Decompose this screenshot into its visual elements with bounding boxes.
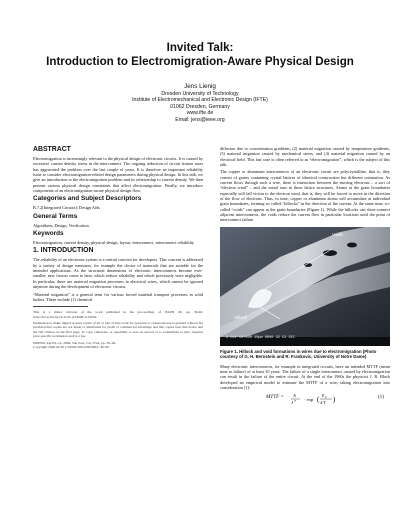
figure-1-caption: Figure 1. Hillock and void formations in wires due to electromigration (Photo courtesy of G. H. Bernstein and R. Frankovic, University of Notre Dame)	[220, 348, 377, 360]
introduction-heading: 1. INTRODUCTION	[33, 247, 94, 255]
svg-text:· exp: · exp	[304, 397, 314, 403]
equation-lhs: MTTF =	[266, 394, 285, 401]
footnote-rule	[33, 306, 88, 307]
author-website: www.ifte.de	[186, 110, 214, 117]
micrograph-drawing	[220, 227, 390, 346]
author-name: Jens Lienig	[184, 83, 216, 90]
author-block	[0, 83, 400, 123]
introduction-paragraph-2: “Material migration” is a general term for various forced material transport processes in solid bodies. These include (1) chemical	[33, 291, 203, 302]
categories-heading: Categories and Subject Descriptors	[33, 195, 142, 203]
black-equation	[220, 392, 390, 406]
keywords-text: Electromigration, current density, physical design, layout, interconnect, interconnect reliability	[33, 240, 195, 246]
equation-rhs	[290, 392, 350, 406]
footnote-permission: Permission to make digital or hard copies of all or part of this work for personal or classroom use is granted without fee provided that copies are not made or distributed for profit or commercial advantage and that copies bear this notice and the full citation on the first page. To copy otherwise, or republish, to post on servers or to redistribute to lists, requires prior specific permission and/or a fee.	[33, 321, 203, 339]
mttf-paragraph: Many electronic interconnects, for example in integrated circuits, have an intended MTTF (mean time to failure) of at least 10 years. The failure of a single interconnect caused by electromigration can result in the failure of the entire circuit. At the end of the 1960s the physicist J. R. Black developed an empirical model to estimate the MTTF of a wire, taking electromigration into consideration [1]:	[220, 363, 390, 390]
author-email: Email: jens@ieee.org	[175, 116, 225, 123]
svg-text:k·T: k·T	[320, 400, 326, 406]
equation-number: (1)	[377, 394, 384, 401]
author-affiliation-3: 01062 Dresden, Germany	[170, 103, 230, 110]
left-column	[33, 146, 203, 351]
abstract-heading: ABSTRACT	[33, 146, 71, 153]
author-affiliation-2: Institute of Electromechanical and Electronic Design (IFTE)	[132, 97, 268, 104]
grain-boundary-paragraph: The copper or aluminum interconnects of an electronic circuit are polycrystalline, that is, they consist of grains containing crystal lattices of identical construction but different orientation. As current flows through such a wire, there is interaction between the moving electrons – a sort of “electron wind” – and the metal ions in these lattice structures. Atoms at the grain boundaries especially will fall victim to the electron wind, that is, they will be forced to move in the direction of the flow of electrons. Thus, in time, copper or aluminum atoms will accumulate at individual grain boundaries, forming so-called “hillocks” in the direction of the current. At the same time, so-called “voids” can appear at the grain boundaries (Figure 1). While the hillocks can short-connect adjacent interconnects, the voids reduce the current flow in particular locations until the point of interconnect failure.	[220, 169, 390, 223]
footnote-conference: ISPD'06, April 9–12, 2006, San Jose, CA, USA, pp. 39–46.	[33, 340, 117, 345]
categories-text: B.7.2[Integrated Circuits]: Design Aids	[33, 205, 100, 211]
paper-title-line2: Introduction to Electromigration-Aware Physical Design	[46, 55, 354, 68]
svg-text:n: n	[294, 398, 296, 403]
svg-text:E: E	[322, 393, 325, 399]
micrograph-scale-bar: 2.0kV X3.500 10μm 0000 32 53 SEI	[226, 336, 296, 341]
general-terms-text: Algorithms, Design, Verification.	[33, 222, 90, 228]
footnote-revision: This is a minor revision of the work published in the proceedings of ISLPD 06, pp. 39-46, http://doi.acm.org/10.1145/1123008.1123032.	[33, 310, 203, 319]
general-terms-heading: General Terms	[33, 212, 78, 220]
introduction-paragraph-1: The reliability of an electronic system is a central concern for developers. This concern is addressed by a variety of design measures, for example the choice of materials that are suitable for the intended applications. As the structural dimensions of electronic interconnects become ever-smaller, new factors come to bear, which reduce reliability and which previously were negligible. In particular, there are material migration processes in electrical wires, which cannot be ignored anymore during the development of electronic circuits.	[33, 257, 203, 290]
electromigration-micrograph	[220, 227, 390, 346]
abstract-text: Electromigration is increasingly relevant to the physical design of electronic circuits. It is caused by excessive current density stress in the interconnect. The ongoing reduction of circuit feature sizes has aggravated the problem over the last couple of years. It is therefore an important reliability issue to consider electromigration-related design parameters during physical design. In this talk, we give an introduction to the electromigration problem and its relationship to current density. We then present various physical design constraints that affect electromigration. Finally, we introduce components of an electromigration-aware physical design flow.	[33, 156, 203, 194]
right-column	[220, 146, 390, 406]
svg-text:J: J	[291, 400, 294, 406]
svg-text:(: (	[317, 395, 320, 404]
svg-text:A: A	[293, 393, 296, 399]
voids-label: Voids	[332, 231, 343, 237]
paper-title-line1: Invited Talk:	[166, 41, 234, 54]
intro-continued-paragraph: diffusion due to concentration gradients, (2) material migration caused by temperature gradients, (3) material migration caused by mechanical stress, and (4) material migration caused by an electrical field. This last case is often referred to as “electromigration”, which is the subject of this talk.	[220, 146, 390, 168]
author-affiliation-1: Dresden University of Technology	[161, 91, 239, 97]
svg-text:a: a	[325, 396, 327, 400]
hillock-label: Hillock	[234, 314, 247, 320]
keywords-heading: Keywords	[33, 230, 64, 238]
svg-text:): )	[333, 395, 336, 404]
footnote-copyright: Copyright 2006 ACM 1-59593-299-2/06/0004...$5.00.	[33, 345, 110, 350]
